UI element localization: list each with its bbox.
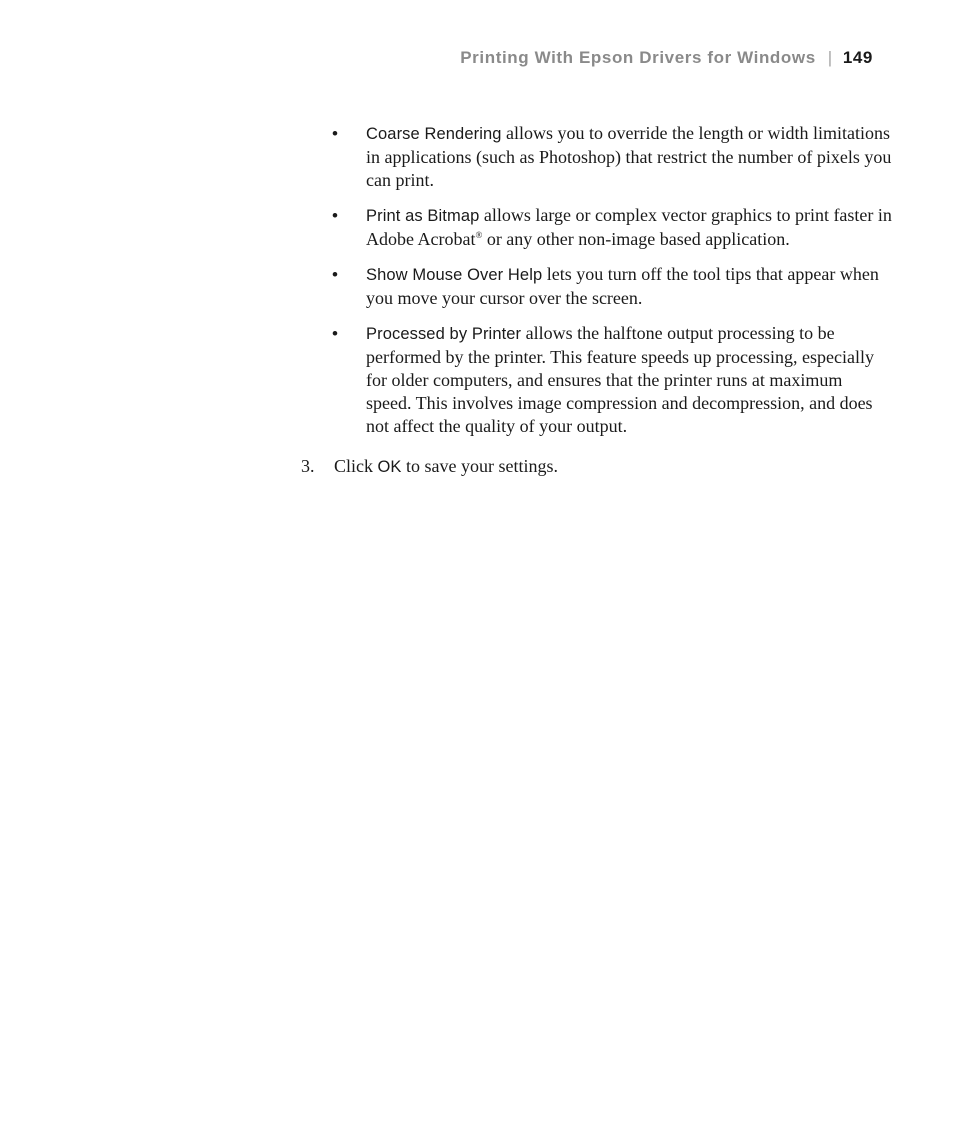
bullet-show-mouse-over-help — [332, 263, 892, 310]
bullet-processed-by-printer — [332, 322, 892, 438]
running-header — [460, 48, 873, 68]
bullet-text: allows you to override the length or width limitations in applications (such as Photoshop) that restrict the number of pixels you can print. — [366, 123, 892, 190]
bullet-text: allows large or complex vector graphics to print faster in Adobe Acrobat — [366, 205, 892, 249]
bullet-icon: • — [332, 124, 338, 143]
bullet-text: lets you turn off the tool tips that appear when you move your cursor over the screen. — [366, 264, 879, 308]
bullet-text: allows the halftone output processing to be performed by the printer. This feature speeds up processing, especially for older computers, and ensures that the printer runs at maximum speed. This involves image compression and decompression, and does not affect the quality of your output. — [366, 323, 875, 436]
registered-mark: ® — [475, 230, 483, 240]
bullet-coarse-rendering — [332, 122, 892, 192]
step-number: 3. — [301, 456, 315, 476]
ui-term: Processed by Printer — [366, 325, 522, 343]
ui-term: Print as Bitmap — [366, 207, 480, 225]
bullet-icon: • — [332, 324, 338, 343]
step-3 — [301, 455, 558, 479]
step-text-continued: to save your settings. — [401, 456, 559, 476]
ui-term: Show Mouse Over Help — [366, 266, 543, 284]
bullet-text-continued: or any other non-image based application. — [482, 229, 790, 249]
ui-term: Coarse Rendering — [366, 125, 502, 143]
bullet-icon: • — [332, 265, 338, 284]
header-separator: | — [827, 48, 833, 67]
bullet-icon: • — [332, 206, 338, 225]
ui-term-ok: OK — [377, 458, 402, 476]
section-title: Printing With Epson Drivers for Windows — [460, 48, 816, 67]
bullet-print-as-bitmap — [332, 204, 892, 251]
option-bullet-list — [332, 122, 892, 450]
page-number: 149 — [842, 48, 873, 67]
step-text: Click — [334, 456, 378, 476]
